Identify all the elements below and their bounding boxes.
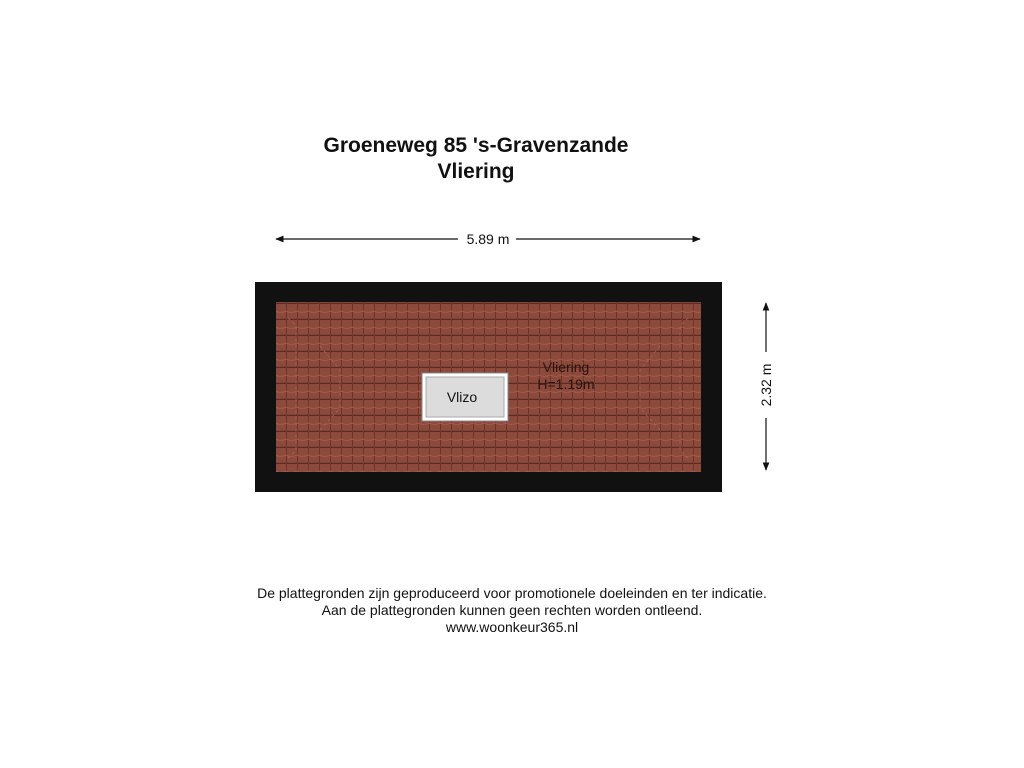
website-link: www.woonkeur365.nl: [445, 619, 579, 635]
disclaimer-line-1: De plattegronden zijn geproduceerd voor promotionele doeleinden en ter indicatie.: [257, 585, 767, 601]
vlizo-hatch: [422, 373, 508, 421]
depth-dimension: [758, 303, 774, 470]
plan-title-address: Groeneweg 85 's-Gravenzande: [323, 134, 629, 157]
vlizo-label: Vlizo: [446, 389, 478, 405]
disclaimer-line-2: Aan de plattegronden kunnen geen rechten worden ontleend.: [321, 602, 703, 618]
depth-label: 2.32 m: [758, 363, 774, 407]
width-label: 5.89 m: [466, 231, 510, 247]
room-name-vliering: Vliering: [542, 359, 590, 375]
plan-title-floor: Vliering: [437, 160, 515, 183]
room-height-vliering: H=1.19m: [537, 376, 595, 392]
width-dimension: [276, 231, 700, 247]
